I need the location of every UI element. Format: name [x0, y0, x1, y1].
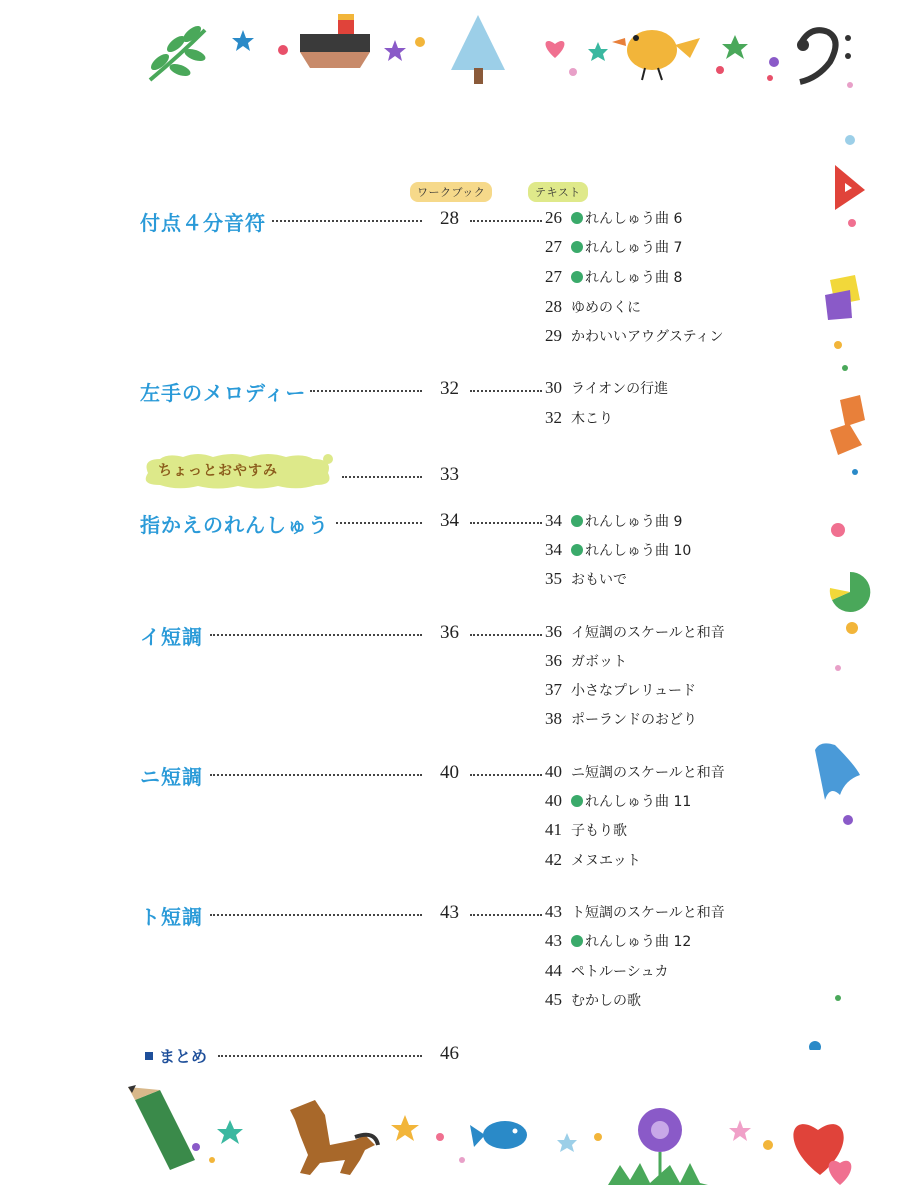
list-item	[545, 622, 725, 642]
workbook-page: 43	[440, 902, 459, 923]
leaf-branch-icon	[148, 23, 207, 80]
list-item	[545, 237, 682, 257]
text-page: 36	[545, 622, 562, 641]
text-page: 43	[545, 931, 562, 950]
text-page: 43	[545, 902, 562, 921]
leader-dots	[272, 220, 422, 222]
leader-dots	[210, 774, 422, 776]
list-item	[545, 680, 696, 700]
green-dot-icon	[571, 544, 583, 556]
workbook-page: 32	[440, 378, 459, 399]
entry-label: ポーランドのおどり	[571, 712, 697, 728]
leader-dots	[310, 390, 422, 392]
leader-dots	[336, 522, 422, 524]
entry-label: ニ短調のスケールと和音	[571, 765, 725, 781]
star-icon	[722, 35, 748, 59]
entry-label: メヌエット	[571, 853, 641, 869]
entry-label: ライオンの行進	[571, 381, 669, 397]
entry-label: ゆめのくに	[571, 300, 641, 316]
leader-dots	[470, 914, 542, 916]
list-item	[545, 326, 723, 346]
text-page: 36	[545, 651, 562, 670]
star-icon	[729, 1120, 751, 1141]
section-title: イ短調	[140, 625, 203, 649]
entry-label: 木こり	[571, 411, 613, 427]
green-dot-icon	[571, 935, 583, 947]
entry-label: 子もり歌	[571, 823, 627, 839]
list-item	[545, 820, 627, 840]
horse-icon	[290, 1100, 378, 1175]
text-page: 34	[545, 511, 562, 530]
entry-label: おもいで	[571, 572, 627, 588]
list-item	[545, 267, 682, 287]
leader-dots	[210, 914, 422, 916]
list-item	[545, 208, 682, 228]
entry-label: れんしゅう曲 12	[585, 934, 692, 950]
bird-icon	[612, 30, 700, 80]
text-page: 35	[545, 569, 562, 588]
list-item	[545, 931, 691, 951]
text-page: 29	[545, 326, 562, 345]
text-page: 34	[545, 540, 562, 559]
green-dot-icon	[571, 271, 583, 283]
star-icon	[391, 1115, 419, 1141]
entry-label: むかしの歌	[571, 993, 641, 1009]
entry-label: かわいいアウグスティン	[571, 329, 724, 345]
leader-dots	[342, 476, 422, 478]
leader-dots	[470, 634, 542, 636]
text-page: 42	[545, 850, 562, 869]
list-item	[545, 569, 627, 589]
boat-icon	[300, 14, 370, 68]
list-item	[545, 709, 697, 729]
entry-label: ガボット	[571, 654, 627, 670]
square-bullet-icon	[145, 1052, 153, 1060]
top-decoration	[0, 0, 900, 110]
text-page: 40	[545, 791, 562, 810]
text-page: 26	[545, 208, 562, 227]
leader-dots	[470, 390, 542, 392]
section-title: 付点４分音符	[140, 211, 266, 235]
text-page: 44	[545, 961, 562, 980]
right-decoration	[800, 120, 900, 1050]
list-item	[545, 540, 691, 560]
bass-clef-icon	[797, 30, 851, 82]
workbook-page: 46	[440, 1043, 459, 1064]
list-item	[545, 850, 641, 870]
entry-label: 小さなプレリュード	[571, 683, 697, 699]
list-item	[545, 791, 691, 811]
star-icon	[232, 30, 254, 51]
workbook-column-label: ワークブック	[410, 182, 492, 202]
leader-dots	[218, 1055, 422, 1057]
entry-label: ペトルーシュカ	[571, 964, 669, 980]
text-page: 27	[545, 267, 562, 286]
entry-label: れんしゅう曲 10	[585, 543, 692, 559]
leader-dots	[470, 774, 542, 776]
fish-icon	[470, 1121, 527, 1149]
list-item	[545, 408, 613, 428]
entry-label: れんしゅう曲 8	[585, 270, 683, 286]
summary-title: まとめ	[145, 1044, 207, 1067]
text-page: 38	[545, 709, 562, 728]
green-dot-icon	[571, 795, 583, 807]
bottom-decoration	[0, 1075, 900, 1201]
text-page: 28	[545, 297, 562, 316]
leader-dots	[470, 522, 542, 524]
text-page: 32	[545, 408, 562, 427]
star-icon	[588, 42, 608, 61]
list-item	[545, 378, 668, 398]
green-dot-icon	[571, 241, 583, 253]
section-title: 指かえのれんしゅう	[140, 513, 329, 537]
entry-label: れんしゅう曲 6	[585, 211, 683, 227]
list-item	[545, 511, 682, 531]
text-page: 27	[545, 237, 562, 256]
entry-label: ト短調のスケールと和音	[571, 905, 725, 921]
entry-label: れんしゅう曲 9	[585, 514, 683, 530]
workbook-page: 34	[440, 510, 459, 531]
green-dot-icon	[571, 212, 583, 224]
crescent-icon	[815, 905, 835, 942]
text-page: 40	[545, 762, 562, 781]
text-page: 45	[545, 990, 562, 1009]
workbook-page: 36	[440, 622, 459, 643]
list-item	[545, 762, 725, 782]
heart-icon	[546, 41, 565, 58]
green-dot-icon	[571, 515, 583, 527]
leader-dots	[470, 220, 542, 222]
list-item	[545, 297, 641, 317]
section-title: ニ短調	[140, 765, 203, 789]
text-page: 41	[545, 820, 562, 839]
entry-label: れんしゅう曲 11	[585, 794, 692, 810]
leader-dots	[210, 634, 422, 636]
section-title: ト短調	[140, 905, 203, 929]
text-column-label: テキスト	[528, 182, 588, 202]
workbook-page: 33	[440, 464, 459, 485]
workbook-page: 40	[440, 762, 459, 783]
section-title: ちょっとおやすみ	[158, 463, 278, 479]
workbook-page: 28	[440, 208, 459, 229]
section-title: 左手のメロディー	[140, 381, 307, 405]
star-icon	[217, 1120, 243, 1144]
text-page: 30	[545, 378, 562, 397]
list-item	[545, 990, 641, 1010]
list-item	[545, 651, 627, 671]
text-page: 37	[545, 680, 562, 699]
pencil-icon	[128, 1085, 195, 1170]
tree-icon	[451, 15, 505, 84]
wave-icon	[815, 743, 860, 800]
star-icon	[384, 40, 406, 61]
entry-label: イ短調のスケールと和音	[571, 625, 725, 641]
list-item	[545, 902, 725, 922]
list-item	[545, 961, 668, 981]
entry-label: れんしゅう曲 7	[585, 240, 683, 256]
flower-icon	[608, 1108, 708, 1185]
star-icon	[557, 1133, 577, 1152]
zigzag-icon	[830, 395, 865, 455]
